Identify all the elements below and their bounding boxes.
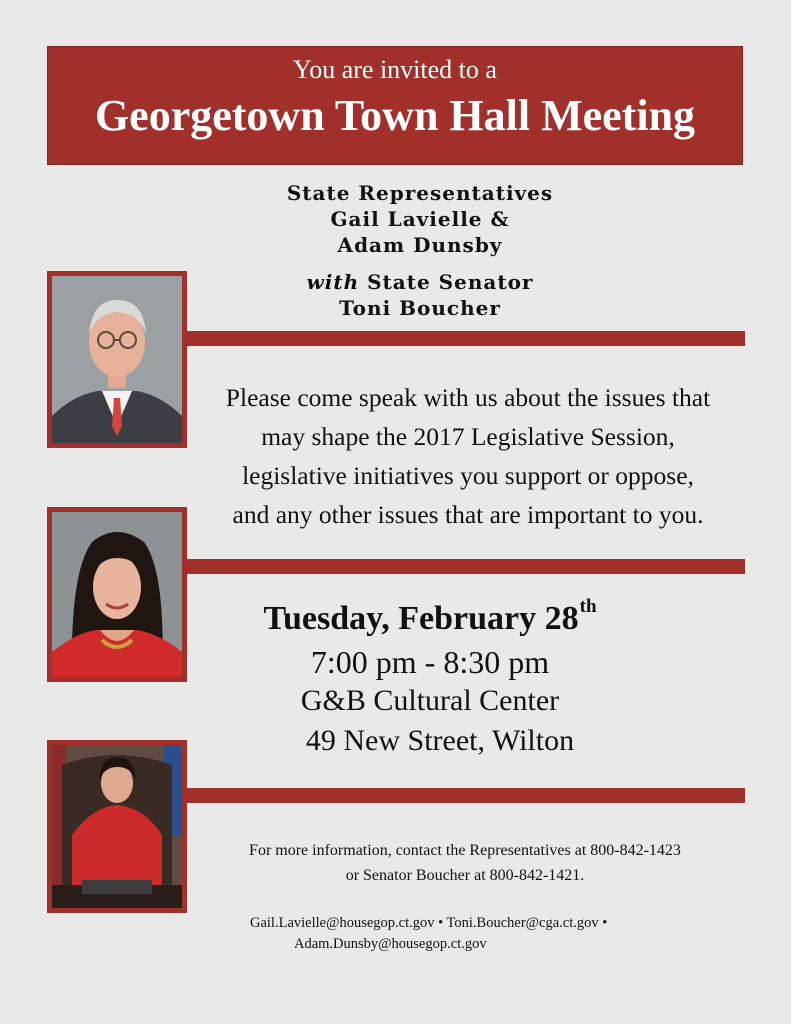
- event-date-text: Tuesday, February 28: [263, 600, 579, 637]
- email-line-2: Adam.Dunsby@housegop.ct.gov: [294, 936, 487, 952]
- senator-title: State Senator: [367, 270, 534, 294]
- portrait-woman-image: [52, 512, 182, 677]
- message-line: Please come speak with us about the issues that: [225, 383, 711, 412]
- representative-name-1: Gail Lavielle &: [330, 207, 510, 231]
- representatives-heading: State Representatives: [286, 181, 554, 205]
- portrait-senator-image: [52, 745, 182, 908]
- message-line: legislative initiatives you support or oppose,: [242, 461, 694, 490]
- representatives-block: [200, 180, 640, 258]
- senator-block: [200, 269, 640, 321]
- event-time: 7:00 pm - 8:30 pm: [310, 644, 550, 680]
- message-paragraph: [190, 378, 746, 534]
- representative-name-2: Adam Dunsby: [337, 233, 503, 257]
- event-date-suffix: th: [579, 596, 597, 617]
- banner-intro: You are invited to a: [293, 55, 497, 84]
- divider-bar-2: [185, 559, 745, 574]
- email-line-1: Gail.Lavielle@housegop.ct.gov • Toni.Boucher@cga.ct.gov •: [250, 915, 608, 931]
- portrait-photo-1: [47, 271, 187, 448]
- contact-line-1: For more information, contact the Representatives at 800-842-1423: [249, 842, 681, 859]
- portrait-photo-2: [47, 507, 187, 682]
- banner-title: Georgetown Town Hall Meeting: [94, 91, 696, 140]
- event-venue: G&B Cultural Center: [300, 684, 560, 717]
- invitation-banner: [47, 46, 743, 165]
- portrait-man-image: [52, 276, 182, 443]
- portrait-photo-3: [47, 740, 187, 913]
- event-address: 49 New Street, Wilton: [305, 724, 575, 757]
- event-date: [230, 596, 630, 638]
- divider-bar-1: [185, 331, 745, 346]
- message-line: may shape the 2017 Legislative Session,: [261, 422, 675, 451]
- divider-bar-3: [185, 788, 745, 803]
- senator-heading: [200, 269, 640, 295]
- with-word: with: [306, 270, 360, 294]
- email-addresses: [250, 913, 690, 955]
- senator-name: Toni Boucher: [339, 296, 501, 320]
- message-line: and any other issues that are important to you.: [232, 500, 704, 529]
- contact-info: [190, 838, 740, 888]
- contact-line-2: or Senator Boucher at 800-842-1421.: [345, 867, 585, 884]
